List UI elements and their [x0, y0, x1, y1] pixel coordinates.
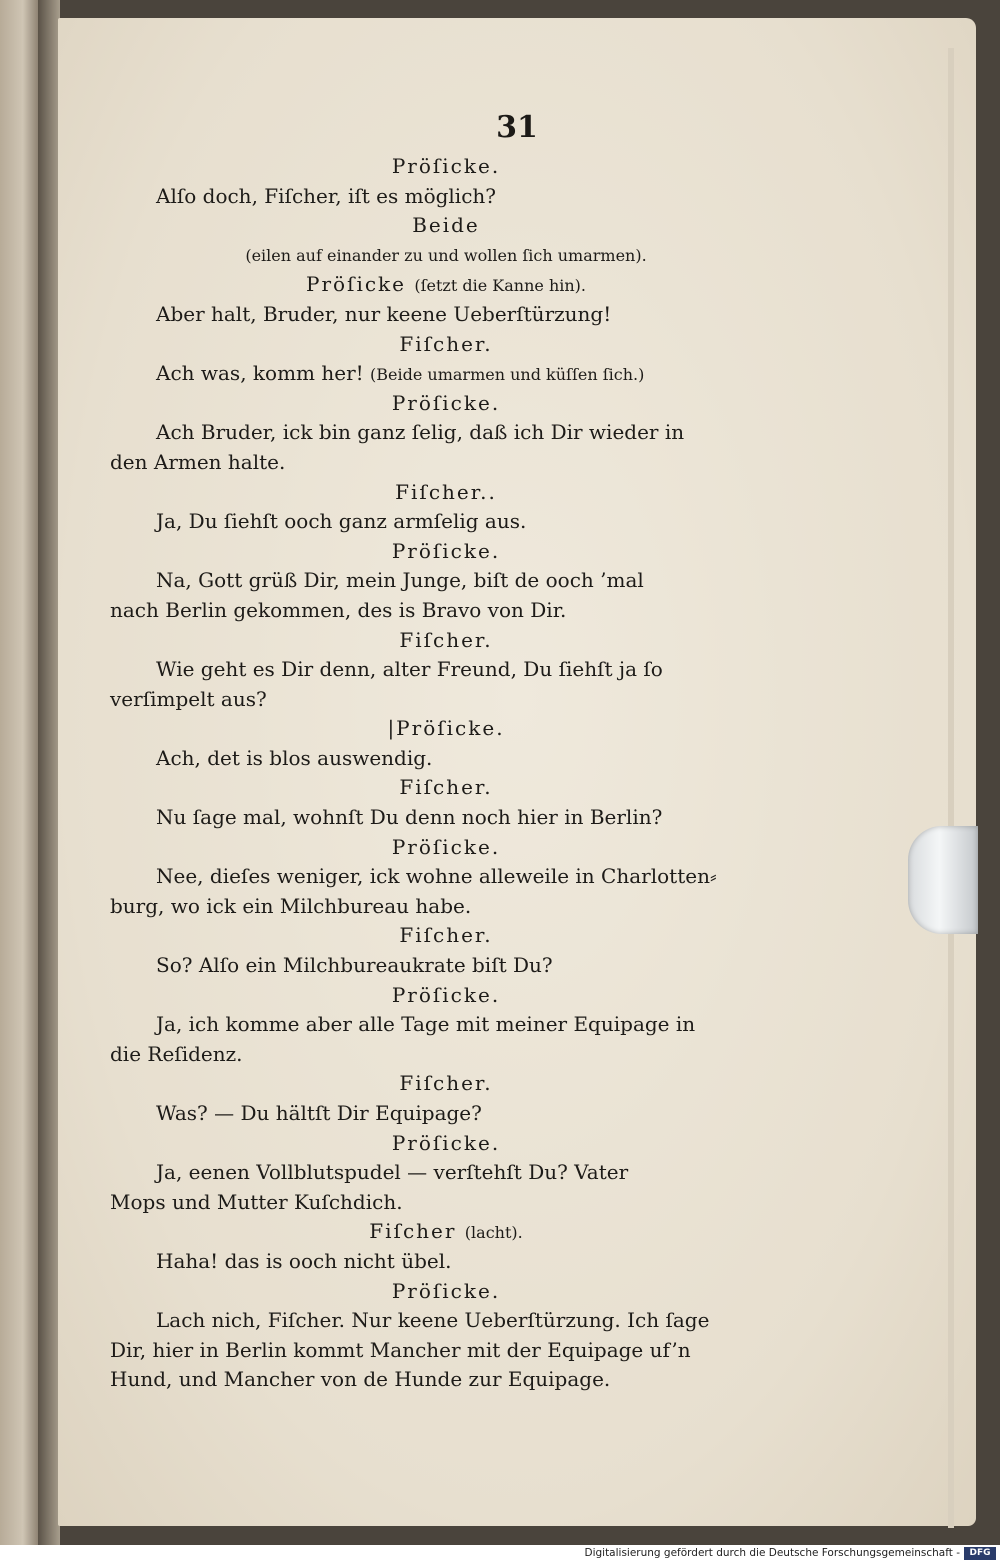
footer-credit: Digitalisierung gefördert durch die Deutsche Forschungsgemeinschaft - — [584, 1547, 960, 1559]
dialogue-continuation: nach Berlin gekommen, des is Bravo von Dir. — [110, 597, 567, 622]
dialogue-line: Aber halt, Bruder, nur keene Ueberſtürzung! — [156, 301, 612, 326]
speaker-name: Fiſcher — [369, 1219, 457, 1244]
speaker-name: Pröſicke. — [391, 1278, 501, 1303]
page-number: 31 — [496, 110, 538, 145]
speaker-name: Pröſicke. — [391, 154, 501, 178]
speaker-line — [110, 270, 782, 300]
book-gutter — [38, 0, 60, 1545]
speaker-line — [110, 1217, 782, 1247]
speaker-name: Fiſcher. — [399, 627, 493, 652]
speaker-name: Pröſicke. — [391, 390, 501, 415]
speaker-name: Fiſcher. — [399, 775, 493, 800]
dialogue-line: Haha! das is ooch nicht übel. — [156, 1248, 452, 1273]
dialogue-line: Ach, det is blos auswendig. — [156, 745, 433, 770]
speaker-name: Pröſicke. — [391, 834, 501, 859]
dialogue-continuation: Mops und Mutter Kuſchdich. — [110, 1189, 403, 1214]
dialogue-line: Wie geht es Dir denn, alter Freund, Du ſiehſt ja ſo — [156, 657, 663, 682]
dialogue-line: Lach nich, Fiſcher. Nur keene Ueberſtürzung. Ich ſage — [156, 1308, 710, 1333]
dialogue-continuation: den Armen halte. — [110, 449, 286, 474]
dialogue-line: So? Alſo ein Milchbureaukrate biſt Du? — [156, 953, 553, 978]
speaker-name: Fiſcher.. — [395, 479, 497, 504]
dialogue-continuation: Hund, und Mancher von de Hunde zur Equipage. — [110, 1367, 611, 1392]
dialogue-text: Ach was, komm her! — [156, 361, 364, 386]
dialogue-text — [110, 152, 782, 1395]
page-edge-shadow — [948, 48, 954, 1528]
dialogue-line — [110, 359, 782, 389]
dialogue-line: Ach Bruder, ick bin ganz ſelig, daß ich Dir wieder in — [156, 420, 685, 445]
speaker-name: Pröſicke. — [391, 538, 501, 563]
dfg-logo: DFG — [964, 1547, 996, 1560]
speaker-name: |Pröſicke. — [387, 716, 505, 741]
footer-bar — [0, 1545, 1000, 1563]
dialogue-line: Alſo doch, Fiſcher, iſt es möglich? — [156, 183, 497, 208]
dialogue-line: Na, Gott grüß Dir, mein Junge, biſt de ooch ’mal — [156, 568, 644, 593]
dialogue-line: Was? — Du hältſt Dir Equipage? — [156, 1101, 482, 1125]
speaker-name: Pröſicke. — [391, 1130, 501, 1155]
dialogue-continuation: die Reſidenz. — [110, 1041, 243, 1066]
stage-direction: (lacht). — [464, 1223, 523, 1243]
speaker-name: Pröſicke. — [391, 982, 501, 1007]
dialogue-continuation: burg, wo ick ein Milchbureau habe. — [110, 893, 472, 918]
dialogue-line: Ja, Du ſiehſt ooch ganz armſelig aus. — [156, 509, 527, 534]
stage-direction: (ſetzt die Kanne hin). — [414, 276, 586, 296]
dialogue-continuation: Dir, hier in Berlin kommt Mancher mit der Equipage uf’n — [110, 1337, 691, 1362]
dialogue-line: Nee, dieſes weniger, ick wohne alleweile in Charlotten⸗ — [156, 864, 717, 889]
facing-page-edge — [0, 0, 38, 1545]
speaker-name: Fiſcher. — [399, 331, 493, 356]
scanner-clip — [908, 826, 978, 934]
dialogue-line: Ja, ich komme aber alle Tage mit meiner Equipage in — [156, 1012, 696, 1037]
dialogue-line: Nu ſage mal, wohnſt Du denn noch hier in Berlin? — [156, 805, 663, 830]
speaker-name: Pröſicke — [305, 272, 406, 297]
speaker-name: Fiſcher. — [399, 1071, 493, 1096]
dialogue-continuation: verſimpelt aus? — [110, 686, 267, 711]
stage-direction: (Beide umarmen und küſſen ſich.) — [370, 365, 645, 385]
speaker-name: Beide — [412, 213, 480, 238]
dialogue-line: Ja, eenen Vollblutspudel — verſtehſt Du? Vater — [156, 1160, 629, 1185]
speaker-name: Fiſcher. — [399, 923, 493, 948]
stage-direction: (eilen auf einander zu und wollen ſich umarmen). — [245, 245, 647, 265]
